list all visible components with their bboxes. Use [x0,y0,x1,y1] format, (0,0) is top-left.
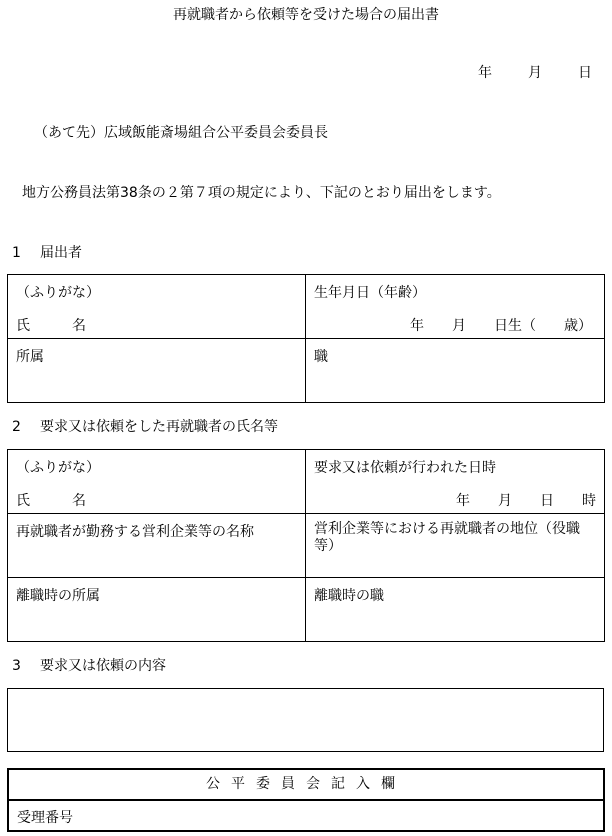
section1-table [7,274,605,403]
section2-heading [12,416,278,436]
section3-heading [12,655,166,675]
request-content-box[interactable] [7,688,604,752]
reporter-position-cell[interactable] [306,339,605,403]
reporter-affiliation-cell[interactable] [8,339,306,403]
reporter-birth-cell[interactable] [306,275,605,339]
date-month: 月 [528,65,542,81]
position-label: 職 [314,349,328,365]
submission-date [478,62,592,82]
former-position-label: 離職時の職 [314,588,384,604]
company-name-label: 再就職者が勤務する営利企業等の名称 [16,524,254,540]
requester-furigana-label: （ふりがな） [16,460,100,476]
section1-number: 1 [12,245,21,261]
intro-text: 地方公務員法第38条の２第７項の規定により、下記のとおり届出をします。 [22,185,501,201]
request-datetime-value: 年 月 日 時 [456,493,596,509]
committee-heading: 公平委員会記入欄 [9,770,603,801]
section3-number: 3 [12,658,21,674]
birth-value: 年 月 日生（ 歳） [410,318,592,334]
committee-box [7,768,605,832]
section2-number: 2 [12,419,21,435]
former-affiliation-cell[interactable] [8,578,306,642]
addressee: （あて先）広域飯能斎場組合公平委員会委員長 [34,125,328,141]
company-name-cell[interactable] [8,514,306,578]
reporter-name-label: 氏 名 [16,318,86,334]
reporter-furigana-label: （ふりがな） [16,285,100,301]
birth-label: 生年月日（年齢） [314,285,426,301]
former-position-cell[interactable] [306,578,605,642]
receipt-number-label: 受理番号 [17,810,73,826]
page-title: 再就職者から依頼等を受けた場合の届出書 [173,7,439,23]
date-day: 日 [578,65,592,81]
requester-name-cell[interactable] [8,450,306,514]
former-affiliation-label: 離職時の所属 [16,588,100,604]
reporter-name-cell[interactable] [8,275,306,339]
requester-name-label: 氏 名 [16,493,86,509]
affiliation-label: 所属 [16,349,44,365]
section3-title: 要求又は依頼の内容 [40,658,166,674]
request-datetime-cell[interactable] [306,450,605,514]
company-position-cell[interactable] [306,514,605,578]
section1-title: 届出者 [40,245,82,261]
company-position-label: 営利企業等における再就職者の地位（役職等） [314,521,580,554]
date-year: 年 [478,65,492,81]
section2-title: 要求又は依頼をした再就職者の氏名等 [40,419,278,435]
section2-table [7,449,605,642]
section1-heading [12,242,82,262]
request-datetime-label: 要求又は依頼が行われた日時 [314,460,496,476]
